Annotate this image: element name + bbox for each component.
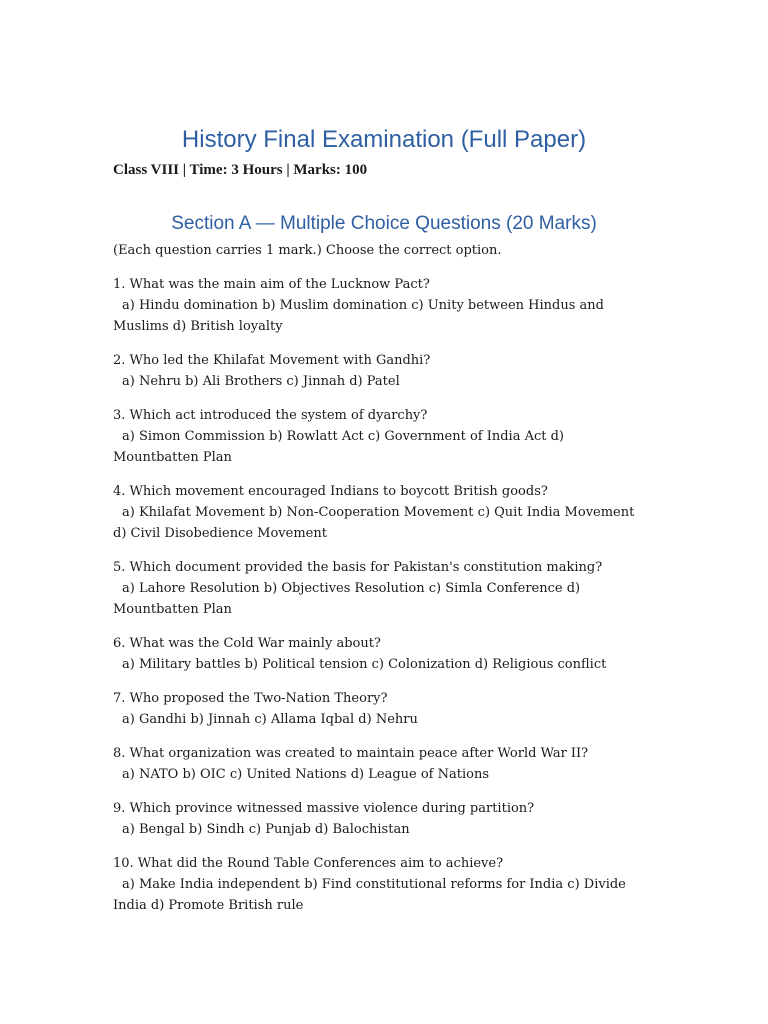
exam-meta: Class VIII | Time: 3 Hours | Marks: 100 <box>113 162 368 178</box>
question-item <box>113 405 643 468</box>
question-text: 10. What did the Round Table Conferences aim to achieve? <box>113 856 504 871</box>
question-options: a) NATO b) OIC c) United Nations d) League of Nations <box>122 767 489 782</box>
question-options: a) Simon Commission b) Rowlatt Act c) Government of India Act d) Mountbatten Plan <box>113 429 565 465</box>
question-item <box>113 688 643 730</box>
question-text: 9. Which province witnessed massive violence during partition? <box>113 801 535 816</box>
question-text: 6. What was the Cold War mainly about? <box>113 636 381 651</box>
question-list <box>113 274 643 929</box>
question-options: a) Nehru b) Ali Brothers c) Jinnah d) Patel <box>122 374 400 389</box>
question-text: 2. Who led the Khilafat Movement with Gandhi? <box>113 353 431 368</box>
section-a-instructions: (Each question carries 1 mark.) Choose the correct option. <box>113 243 502 258</box>
question-options: a) Military battles b) Political tension c) Colonization d) Religious conflict <box>122 657 607 672</box>
question-text: 7. Who proposed the Two-Nation Theory? <box>113 691 388 706</box>
question-text: 4. Which movement encouraged Indians to boycott British goods? <box>113 484 548 499</box>
question-text: 3. Which act introduced the system of dyarchy? <box>113 408 428 423</box>
question-text: 5. Which document provided the basis for Pakistan's constitution making? <box>113 560 603 575</box>
question-text: 8. What organization was created to maintain peace after World War II? <box>113 746 589 761</box>
question-item <box>113 798 643 840</box>
question-item <box>113 853 643 916</box>
question-item <box>113 633 643 675</box>
question-item <box>113 350 643 392</box>
question-options: a) Gandhi b) Jinnah c) Allama Iqbal d) Nehru <box>122 712 418 727</box>
question-item <box>113 743 643 785</box>
section-a-heading: Section A — Multiple Choice Questions (20 Marks) <box>171 213 597 234</box>
question-item <box>113 557 643 620</box>
question-item <box>113 481 643 544</box>
question-options: a) Hindu domination b) Muslim domination c) Unity between Hindus and Muslims d) British loyalty <box>113 298 604 334</box>
page-title: History Final Examination (Full Paper) <box>181 126 587 153</box>
question-text: 1. What was the main aim of the Lucknow Pact? <box>113 277 430 292</box>
question-options: a) Make India independent b) Find constitutional reforms for India c) Divide India d) Promote British rule <box>113 877 626 913</box>
question-options: a) Bengal b) Sindh c) Punjab d) Balochistan <box>122 822 410 837</box>
question-item <box>113 274 643 337</box>
question-options: a) Lahore Resolution b) Objectives Resolution c) Simla Conference d) Mountbatten Plan <box>113 581 581 617</box>
question-options: a) Khilafat Movement b) Non-Cooperation Movement c) Quit India Movement d) Civil Disobedience Movement <box>113 505 635 541</box>
